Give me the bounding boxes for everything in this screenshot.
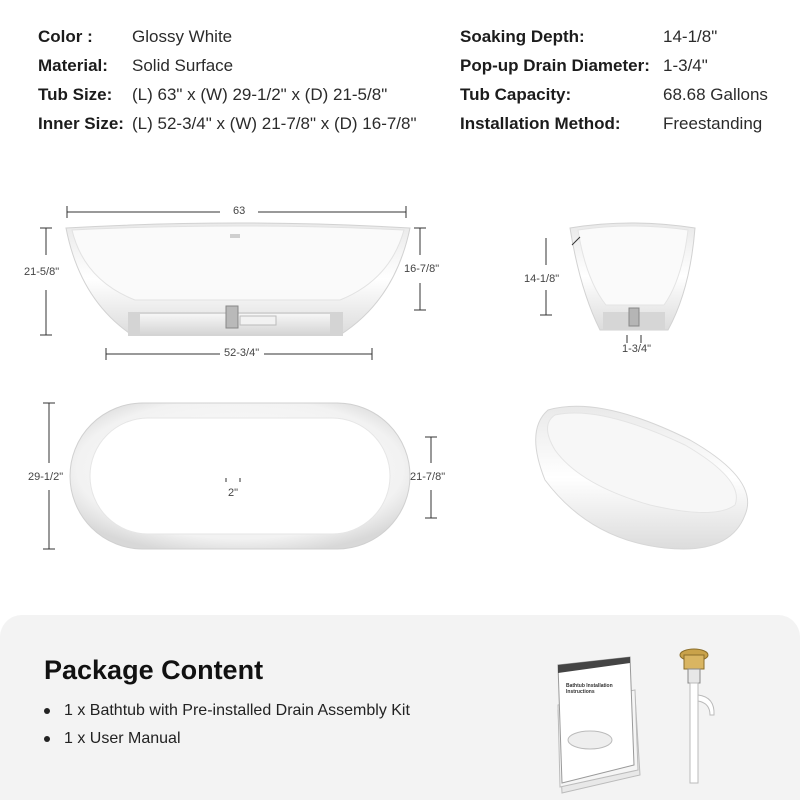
spec-label: Inner Size:	[38, 113, 124, 133]
bullet-icon	[44, 708, 50, 714]
bullet-icon	[44, 736, 50, 742]
spec-value: 68.68 Gallons	[663, 84, 768, 104]
package-item	[44, 730, 181, 748]
spec-value: Solid Surface	[132, 55, 234, 75]
top-view-tub	[70, 403, 410, 549]
spec-value: (L) 63" x (W) 29-1/2" x (D) 21-5/8"	[132, 84, 388, 104]
spec-label: Tub Capacity:	[460, 84, 572, 104]
drain-assembly-icon	[670, 635, 730, 795]
spec-label: Soaking Depth:	[460, 26, 585, 46]
dim-inner-depth: 16-7/8"	[404, 263, 440, 275]
spec-label: Material:	[38, 55, 108, 75]
dim-drain-hole: 2"	[228, 487, 239, 499]
manual-title: Bathtub Installation Instructions	[566, 683, 613, 695]
dim-length: 63	[233, 205, 246, 217]
manual-icon	[550, 655, 650, 795]
spec-value: (L) 52-3/4" x (W) 21-7/8" x (D) 16-7/8"	[132, 113, 417, 133]
spec-label: Pop-up Drain Diameter:	[460, 55, 650, 75]
front-view-tub	[66, 223, 410, 336]
spec-label: Tub Size:	[38, 84, 113, 104]
package-item-text: 1 x Bathtub with Pre-installed Drain Assembly Kit	[64, 702, 410, 719]
dim-soaking-depth: 14-1/8"	[524, 273, 560, 285]
dim-drain-diameter: 1-3/4"	[622, 343, 651, 355]
package-title: Package Content	[44, 655, 264, 685]
spec-value: 14-1/8"	[663, 26, 718, 46]
package-content-panel	[0, 615, 800, 800]
package-item	[44, 702, 410, 720]
side-view-tub	[570, 223, 695, 330]
dim-inner-length: 52-3/4"	[224, 347, 260, 359]
package-item-text: 1 x User Manual	[64, 730, 181, 747]
spec-label: Color :	[38, 26, 93, 46]
dim-inner-width: 21-7/8"	[410, 471, 446, 483]
spec-label: Installation Method:	[460, 113, 621, 133]
dim-width: 29-1/2"	[28, 471, 64, 483]
spec-value: Freestanding	[663, 113, 763, 133]
spec-value: Glossy White	[132, 26, 233, 46]
dim-height: 21-5/8"	[24, 266, 60, 278]
spec-value: 1-3/4"	[663, 55, 708, 75]
perspective-view-tub	[536, 406, 748, 549]
